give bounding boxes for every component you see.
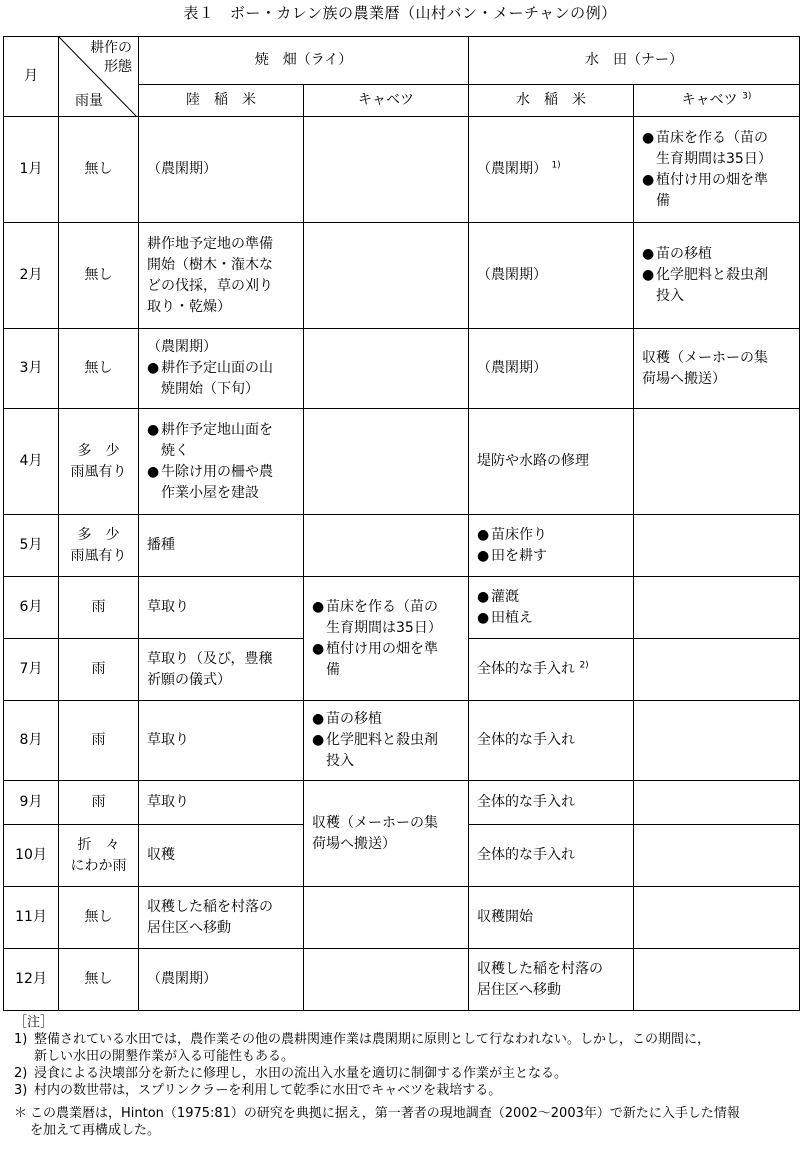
paddy-cabbage-cell bbox=[634, 825, 800, 887]
upland-rice-cell: 草取り bbox=[139, 577, 304, 639]
rain-cell: 折 々 にわか雨 bbox=[59, 825, 139, 887]
header-cultivation-form: 耕作の 形態 bbox=[90, 40, 132, 75]
source-note: ＊ この農業暦は，Hinton（1975:81）の研究を典拠に据え，第一著者の現地調査（2002～2003年）で新たに入手した情報 を加えて再構成した。 bbox=[14, 1106, 740, 1138]
paddy-rice-cell bbox=[469, 577, 634, 639]
rain-cell: 雨 bbox=[59, 639, 139, 701]
upland-cabbage-cell: 収穫（メーホーの集 荷場へ搬送） bbox=[304, 781, 469, 887]
upland-cabbage-cell bbox=[304, 887, 469, 949]
table-row bbox=[4, 223, 800, 329]
month-cell: 8月 bbox=[4, 701, 59, 781]
paddy-cabbage-cell bbox=[634, 409, 800, 515]
upland-rice-cell: 収穫した稲を村落の 居住区へ移動 bbox=[139, 887, 304, 949]
rain-cell: 無し bbox=[59, 117, 139, 223]
rain-cell: 雨 bbox=[59, 701, 139, 781]
paddy-rice-cell: 収穫した稲を村落の 居住区へ移動 bbox=[469, 949, 634, 1011]
note-3: 3) 村内の数世帯は，スプリンクラーを利用して乾季に水田でキャベツを栽培する。 bbox=[14, 1083, 502, 1098]
upland-rice-cell: 草取り（及び，豊穣 祈願の儀式） bbox=[139, 639, 304, 701]
upland-rice-cell: 草取り bbox=[139, 781, 304, 825]
paddy-rice-cell bbox=[469, 515, 634, 577]
month-cell: 10月 bbox=[4, 825, 59, 887]
upland-rice-cell: （農閑期） ● 耕作予定山面の山 焼開始（下旬） bbox=[139, 329, 304, 409]
header-paddy: 水 田（ナー） bbox=[469, 37, 800, 85]
table-row bbox=[4, 329, 800, 409]
list-item: ● 牛除け用の柵や農 作業小屋を建設 bbox=[147, 463, 273, 501]
table-row bbox=[4, 781, 800, 825]
list-item: ● 苗床作り bbox=[477, 526, 547, 543]
paddy-rice-cell: （農閑期） $^{1)}$ bbox=[469, 117, 634, 223]
paddy-cabbage-cell bbox=[634, 223, 800, 329]
month-cell: 9月 bbox=[4, 781, 59, 825]
list-item: ● 苗の移植 bbox=[642, 246, 712, 262]
upland-cabbage-cell bbox=[304, 701, 469, 781]
header-paddy-cabbage: キャベツ $^{3)}$ bbox=[634, 85, 800, 117]
upland-cabbage-cell bbox=[304, 577, 469, 701]
list-item: ● 苗の移植 bbox=[312, 711, 382, 727]
upland-rice-cell: 収穫 bbox=[139, 825, 304, 887]
paddy-rice-cell: 全体的な手入れ bbox=[469, 825, 634, 887]
month-cell: 12月 bbox=[4, 949, 59, 1011]
paddy-rice-cell: （農閑期） bbox=[469, 223, 634, 329]
table-row bbox=[4, 701, 800, 781]
table-row bbox=[4, 949, 800, 1011]
list-item: ● 耕作予定山面の山 焼開始（下旬） bbox=[147, 360, 273, 397]
rain-cell: 無し bbox=[59, 949, 139, 1011]
month-cell: 1月 bbox=[4, 117, 59, 223]
list-item: ● 田植え bbox=[477, 609, 533, 626]
table-row bbox=[4, 117, 800, 223]
header-upland-rice: 陸 稲 米 bbox=[139, 85, 304, 117]
paddy-rice-cell: 全体的な手入れ $^{2)}$ bbox=[469, 639, 634, 701]
month-cell: 3月 bbox=[4, 329, 59, 409]
upland-cabbage-cell bbox=[304, 515, 469, 577]
month-cell: 4月 bbox=[4, 409, 59, 515]
paddy-rice-cell: （農閑期） bbox=[469, 329, 634, 409]
month-cell: 11月 bbox=[4, 887, 59, 949]
upland-cabbage-cell bbox=[304, 329, 469, 409]
notes-section bbox=[14, 1014, 794, 1139]
month-cell: 7月 bbox=[4, 639, 59, 701]
paddy-cabbage-cell bbox=[634, 515, 800, 577]
upland-rice-cell bbox=[139, 409, 304, 515]
list-item: ● 化学肥料と殺虫剤 投入 bbox=[642, 267, 768, 304]
rain-cell: 無し bbox=[59, 223, 139, 329]
month-cell: 5月 bbox=[4, 515, 59, 577]
note-2: 2) 浸食による決壊部分を新たに修理し，水田の流出入水量を適切に制御する作業が主となる。 bbox=[14, 1066, 568, 1081]
agricultural-calendar-table bbox=[3, 36, 800, 1011]
paddy-rice-cell: 堤防や水路の修理 bbox=[469, 409, 634, 515]
table-row bbox=[4, 577, 800, 639]
header-month: 月 bbox=[4, 37, 59, 117]
table-row bbox=[4, 887, 800, 949]
paddy-rice-cell: 収穫開始 bbox=[469, 887, 634, 949]
paddy-cabbage-cell bbox=[634, 639, 800, 701]
list-item: ● 灌漑 bbox=[477, 588, 519, 605]
notes-heading: ［注］ bbox=[14, 1015, 54, 1030]
upland-cabbage-cell bbox=[304, 117, 469, 223]
upland-cabbage-cell bbox=[304, 949, 469, 1011]
header-diagonal-cell bbox=[59, 37, 139, 117]
month-cell: 2月 bbox=[4, 223, 59, 329]
upland-rice-cell: （農閑期） bbox=[139, 949, 304, 1011]
list-item: ● 植付け用の畑を準 備 bbox=[642, 171, 768, 209]
paddy-cabbage-cell bbox=[634, 781, 800, 825]
upland-rice-cell: 耕作地予定地の準備 開始（樹木・潅木な どの伐採，草の刈り 取り・乾燥） bbox=[139, 223, 304, 329]
upland-rice-cell: 草取り bbox=[139, 701, 304, 781]
list-item: ● 田を耕す bbox=[477, 547, 547, 564]
paddy-cabbage-cell bbox=[634, 117, 800, 223]
paddy-cabbage-cell bbox=[634, 577, 800, 639]
upland-rice-cell: （農閑期） bbox=[139, 117, 304, 223]
rain-cell: 多 少 雨風有り bbox=[59, 409, 139, 515]
list-item: ● 苗床を作る（苗の 生育期間は35日） bbox=[642, 129, 772, 167]
rain-cell: 無し bbox=[59, 329, 139, 409]
paddy-cabbage-cell: 収穫（メーホーの集 荷場へ搬送） bbox=[634, 329, 800, 409]
month-cell: 6月 bbox=[4, 577, 59, 639]
paddy-cabbage-cell bbox=[634, 701, 800, 781]
upland-cabbage-cell bbox=[304, 409, 469, 515]
list-item: ● 苗床を作る（苗の 生育期間は35日） bbox=[312, 598, 442, 636]
rain-cell: 雨 bbox=[59, 781, 139, 825]
header-paddy-rice: 水 稲 米 bbox=[469, 85, 634, 117]
paddy-rice-cell: 全体的な手入れ bbox=[469, 781, 634, 825]
rain-cell: 無し bbox=[59, 887, 139, 949]
paddy-cabbage-cell bbox=[634, 887, 800, 949]
list-item: ● 化学肥料と殺虫剤 投入 bbox=[312, 732, 438, 769]
paddy-rice-cell: 全体的な手入れ bbox=[469, 701, 634, 781]
table-title: 表１ ボー・カレン族の農業暦（山村バン・メーチャンの例） bbox=[183, 4, 617, 22]
upland-cabbage-cell bbox=[304, 223, 469, 329]
header-rainfall: 雨量 bbox=[75, 93, 103, 109]
header-upland-cabbage: キャベツ bbox=[304, 85, 469, 117]
header-swidden: 焼 畑（ライ） bbox=[139, 37, 469, 85]
table-row bbox=[4, 515, 800, 577]
list-item: ● 植付け用の畑を準 備 bbox=[312, 640, 438, 678]
list-item: ● 耕作予定地山面を 焼く bbox=[147, 421, 273, 459]
table-row bbox=[4, 409, 800, 515]
rain-cell: 多 少 雨風有り bbox=[59, 515, 139, 577]
rain-cell: 雨 bbox=[59, 577, 139, 639]
note-1: 1) 整備されている水田では，農作業その他の農耕関連作業は農閑期に原則として行なわれない。しかし，この期間に， 新しい水田の開墾作業が入る可能性もある。 bbox=[14, 1032, 711, 1064]
upland-rice-cell: 播種 bbox=[139, 515, 304, 577]
paddy-cabbage-cell bbox=[634, 949, 800, 1011]
